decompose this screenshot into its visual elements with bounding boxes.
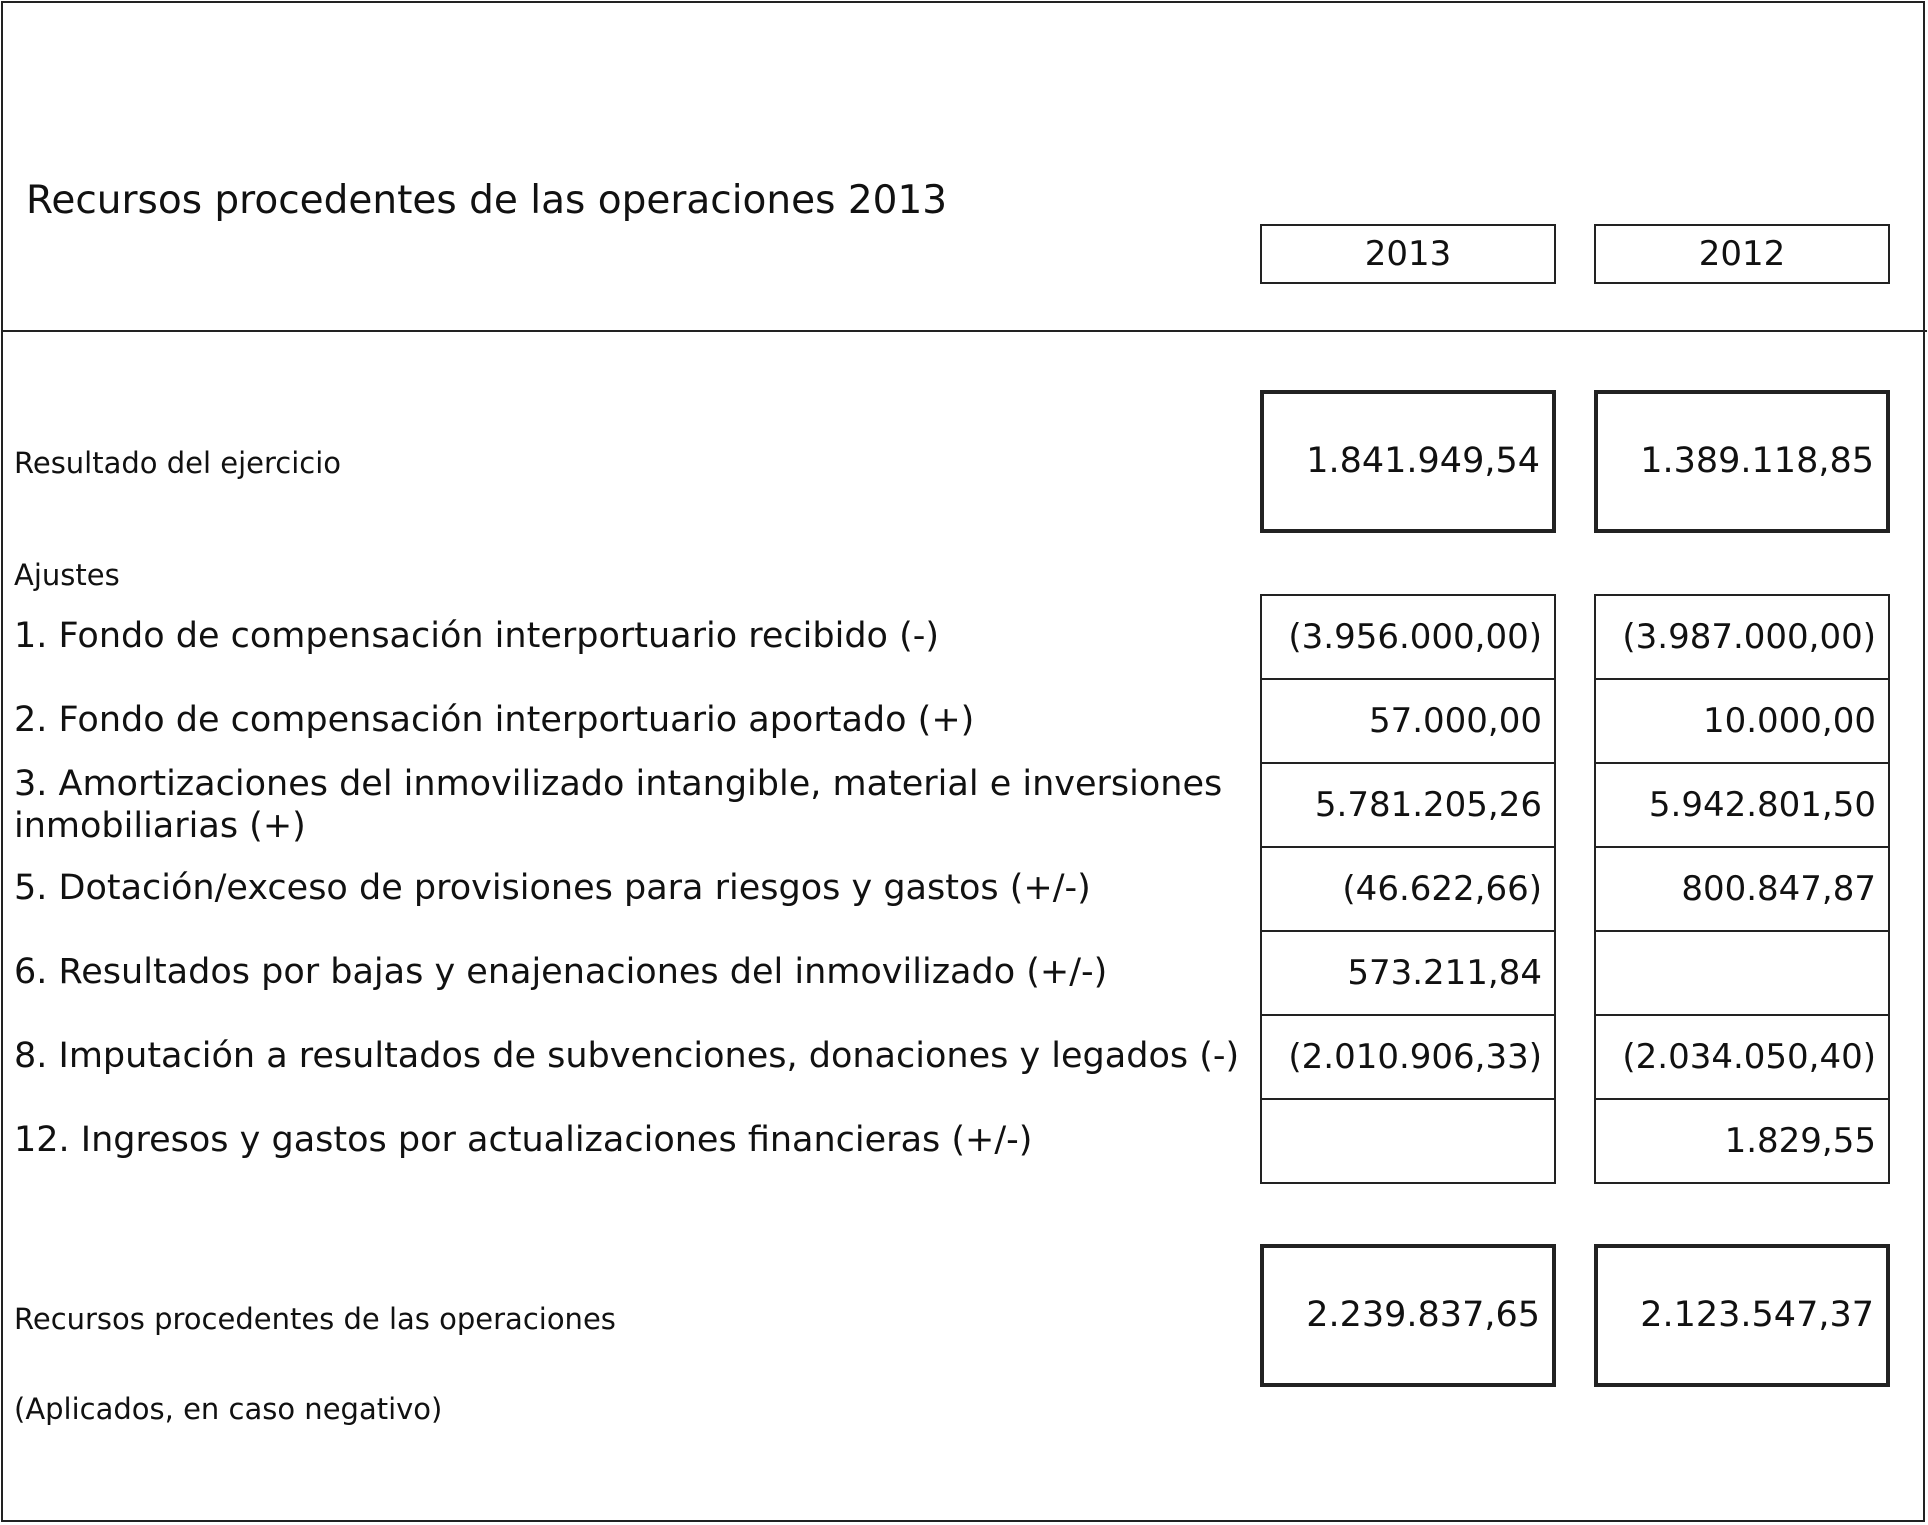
row-label: 1. Fondo de compensación interportuario recibido (-) [14, 616, 940, 656]
row-value-2012 [1594, 930, 1890, 1016]
row-value-2013 [1260, 1098, 1556, 1184]
column-header-2012: 2012 [1594, 224, 1890, 284]
row-value-2013: 5.781.205,26 [1260, 762, 1556, 848]
row-value-2012: 800.847,87 [1594, 846, 1890, 932]
total-label: Recursos procedentes de las operaciones [14, 1302, 616, 1336]
row-value-2012: (2.034.050,40) [1594, 1014, 1890, 1100]
resultado-value-2012: 1.389.118,85 [1594, 390, 1890, 533]
resultado-label: Resultado del ejercicio [14, 446, 342, 480]
row-value-2012: 5.942.801,50 [1594, 762, 1890, 848]
resultado-value-2013: 1.841.949,54 [1260, 390, 1556, 533]
row-value-2013: (2.010.906,33) [1260, 1014, 1556, 1100]
row-value-2013: 573.211,84 [1260, 930, 1556, 1016]
row-label: 8. Imputación a resultados de subvenciones, donaciones y legados (-) [14, 1036, 1240, 1076]
note-text: (Aplicados, en caso negativo) [14, 1392, 443, 1426]
row-label: 12. Ingresos y gastos por actualizaciones financieras (+/-) [14, 1120, 1033, 1160]
total-value-2012: 2.123.547,37 [1594, 1244, 1890, 1387]
row-value-2013: (3.956.000,00) [1260, 594, 1556, 680]
row-value-2012: 10.000,00 [1594, 678, 1890, 764]
ajustes-label: Ajustes [14, 558, 120, 592]
row-value-2012: 1.829,55 [1594, 1098, 1890, 1184]
row-value-2013: (46.622,66) [1260, 846, 1556, 932]
total-value-2013: 2.239.837,65 [1260, 1244, 1556, 1387]
row-label: 2. Fondo de compensación interportuario aportado (+) [14, 700, 975, 740]
row-label: 6. Resultados por bajas y enajenaciones del inmovilizado (+/-) [14, 952, 1108, 992]
page-title: Recursos procedentes de las operaciones 2013 [26, 178, 948, 223]
row-label: 5. Dotación/exceso de provisiones para riesgos y gastos (+/-) [14, 868, 1091, 908]
row-value-2013: 57.000,00 [1260, 678, 1556, 764]
row-value-2012: (3.987.000,00) [1594, 594, 1890, 680]
row-label: 3. Amortizaciones del inmovilizado intangible, material e inversiones inmobiliarias (+) [14, 764, 1223, 846]
header-divider [1, 330, 1927, 332]
column-header-2013: 2013 [1260, 224, 1556, 284]
